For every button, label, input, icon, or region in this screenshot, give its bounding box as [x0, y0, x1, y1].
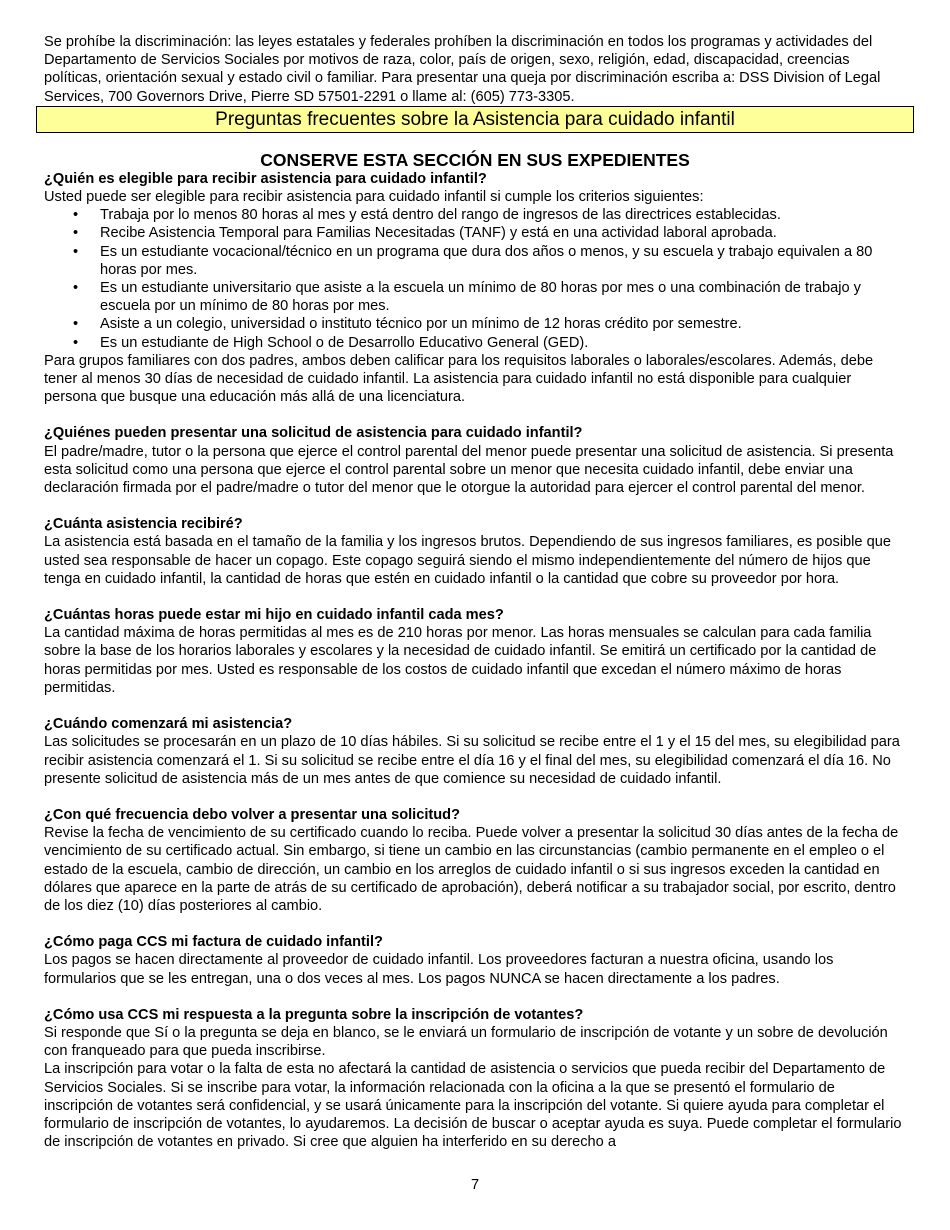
faq-section-voter — [44, 1006, 906, 1152]
faq-section-payment — [44, 933, 906, 988]
faq-answer: Las solicitudes se procesarán en un plazo de 10 días hábiles. Si su solicitud se recibe entre el 1 y el 15 del mes, su elegibilidad para recibir asistencia comenzará el 1. Si su solicitud se recibe entre el día 16 y el final del mes, su elegibilidad comenzará el día 16. No presente solicitud de asistencia más de un mes antes de que comience su necesidad de cuidado infantil. — [44, 734, 900, 787]
keep-section-title: CONSERVE ESTA SECCIÓN EN SUS EXPEDIENTES — [260, 149, 690, 170]
criteria-item: • Trabaja por lo menos 80 horas al mes y está dentro del rango de ingresos de las directrices establecidas. — [100, 206, 906, 224]
criteria-item: • Es un estudiante universitario que asiste a la escuela un mínimo de 80 horas por mes o una combinación de trabajo y escuela por un mínimo de 80 horas por mes. — [100, 279, 906, 315]
faq-intro: Usted puede ser elegible para recibir asistencia para cuidado infantil si cumple los criterios siguientes: — [44, 189, 704, 206]
faq-answer: La asistencia está basada en el tamaño de la familia y los ingresos brutos. Dependiendo de sus ingresos familiares, es posible que usted sea responsable de hacer un copago. Este copago seguirá siendo el mismo independientemente del número de hijos que tenga en cuidado infantil, la cantidad de horas que estén en cuidado infantil o la cantidad que cobre su proveedor por hora. — [44, 534, 891, 587]
faq-section-reapply — [44, 806, 906, 915]
faq-section-eligibility — [44, 170, 906, 407]
faq-answer: Para grupos familiares con dos padres, ambos deben calificar para los requisitos laborales o laborales/escolares. Además, debe tener al menos 30 días de necesidad de cuidado infantil. La asistencia para cuidado infantil no está disponible para cualquier persona que busque una educación más allá de una licenciatura. — [44, 352, 874, 406]
eligibility-criteria-list — [44, 206, 906, 352]
faq-question: ¿Cuándo comenzará mi asistencia? — [44, 716, 293, 733]
faq-question: ¿Cuántas horas puede estar mi hijo en cuidado infantil cada mes? — [44, 607, 504, 624]
faq-question: ¿Cómo paga CCS mi factura de cuidado infantil? — [44, 934, 383, 951]
faq-question: ¿Quiénes pueden presentar una solicitud de asistencia para cuidado infantil? — [44, 425, 583, 442]
faq-section-who-can-apply — [44, 424, 906, 497]
faq-section-hours — [44, 606, 906, 697]
faq-banner: Preguntas frecuentes sobre la Asistencia para cuidado infantil — [36, 106, 914, 133]
criteria-item: • Asiste a un colegio, universidad o instituto técnico por un mínimo de 12 horas crédito por semestre. — [100, 315, 906, 333]
faq-question: ¿Con qué frecuencia debo volver a presentar una solicitud? — [44, 806, 461, 823]
criteria-item: • Es un estudiante vocacional/técnico en un programa que dura dos años o menos, y su escuela y trabajo equivalen a 80 horas por mes. — [100, 243, 906, 279]
faq-answer: Los pagos se hacen directamente al proveedor de cuidado infantil. Los proveedores facturan a nuestra oficina, usando los formularios que se les entregan, una o dos veces al mes. Los pagos NUNCA se hacen directamente a los padres. — [44, 952, 834, 987]
faq-answer: El padre/madre, tutor o la persona que ejerce el control parental del menor puede presentar una solicitud de asistencia. Si presenta esta solicitud como una persona que ejerce el control parental sobre un menor que necesita cuidado infantil, debe enviar una declaración firmada por el padre/madre o tutor del menor que le otorgue la autoridad para ejercer el control parental del menor. — [44, 443, 894, 497]
criteria-item: • Es un estudiante de High School o de Desarrollo Educativo General (GED). — [100, 334, 906, 352]
document-page — [44, 33, 906, 1151]
faq-answer: La cantidad máxima de horas permitidas al mes es de 210 horas por menor. Las horas mensuales se calculan para cada familia sobre la base de los horarios laborales y escolares y la necesidad de cuidado infantil. Se emitirá un certificado por la cantidad de horas permitidas por mes. Usted es responsable de los costos de cuidado infantil que excedan el número máximo de horas permitidas. — [44, 625, 877, 696]
faq-question: ¿Quién es elegible para recibir asistencia para cuidado infantil? — [44, 170, 487, 187]
criteria-item: • Recibe Asistencia Temporal para Familias Necesitadas (TANF) y está en una actividad laboral aprobada. — [100, 224, 906, 242]
faq-section-start — [44, 715, 906, 788]
faq-answer: Si responde que Sí o la pregunta se deja en blanco, se le enviará un formulario de inscripción de votante y un sobre de devolución con franqueado para que pueda inscribirse. — [44, 1024, 888, 1060]
faq-answer-continued: La inscripción para votar o la falta de esta no afectará la cantidad de asistencia o servicios que pueda recibir del Departamento de Servicios Sociales. Si se inscribe para votar, la información relacionada con la oficina a la que se presentó el formulario de inscripción de votantes será confidencial, y se usará únicamente para la inscripción del votante. Si quiere ayuda para completar el formulario de inscripción de votantes, lo ayudaremos. La decisión de buscar o aceptar ayuda es suya. Puede completar el formulario de inscripción de votantes en privado. Si cree que alguien ha interferido en su derecho a — [44, 1061, 902, 1151]
page-number: 7 — [470, 1177, 480, 1193]
faq-question: ¿Cuánta asistencia recibiré? — [44, 516, 243, 533]
faq-section-how-much — [44, 515, 906, 588]
faq-question: ¿Cómo usa CCS mi respuesta a la pregunta sobre la inscripción de votantes? — [44, 1006, 584, 1023]
discrimination-notice: Se prohíbe la discriminación: las leyes estatales y federales prohíben la discriminación en todos los programas y actividades del Departamento de Servicios Sociales por motivos de raza, color, país de origen, sexo, religión, edad, discapacidad, creencias políticas, orientación sexual y estado civil o familiar. Para presentar una queja por discriminación escriba a: DSS Division of Legal Services, 700 Governors Drive, Pierre SD 57501-2291 o llame al: (605) 773-3305. — [44, 34, 881, 105]
faq-answer: Revise la fecha de vencimiento de su certificado cuando lo reciba. Puede volver a presentar la solicitud 30 días antes de la fecha de vencimiento de su certificado actual. Sin embargo, si tiene un cambio en las circunstancias (cambio permanente en el empleo o el estado de la escuela, cambio de dirección, un cambio en los arreglos de cuidado infantil o si sus ingresos exceden la cantidad en dólares que aparece en la parte de atrás de su certificado de aprobación), deberá notificar a su trabajador social, por escrito, dentro de los diez (10) días posteriores al cambio. — [44, 825, 899, 914]
